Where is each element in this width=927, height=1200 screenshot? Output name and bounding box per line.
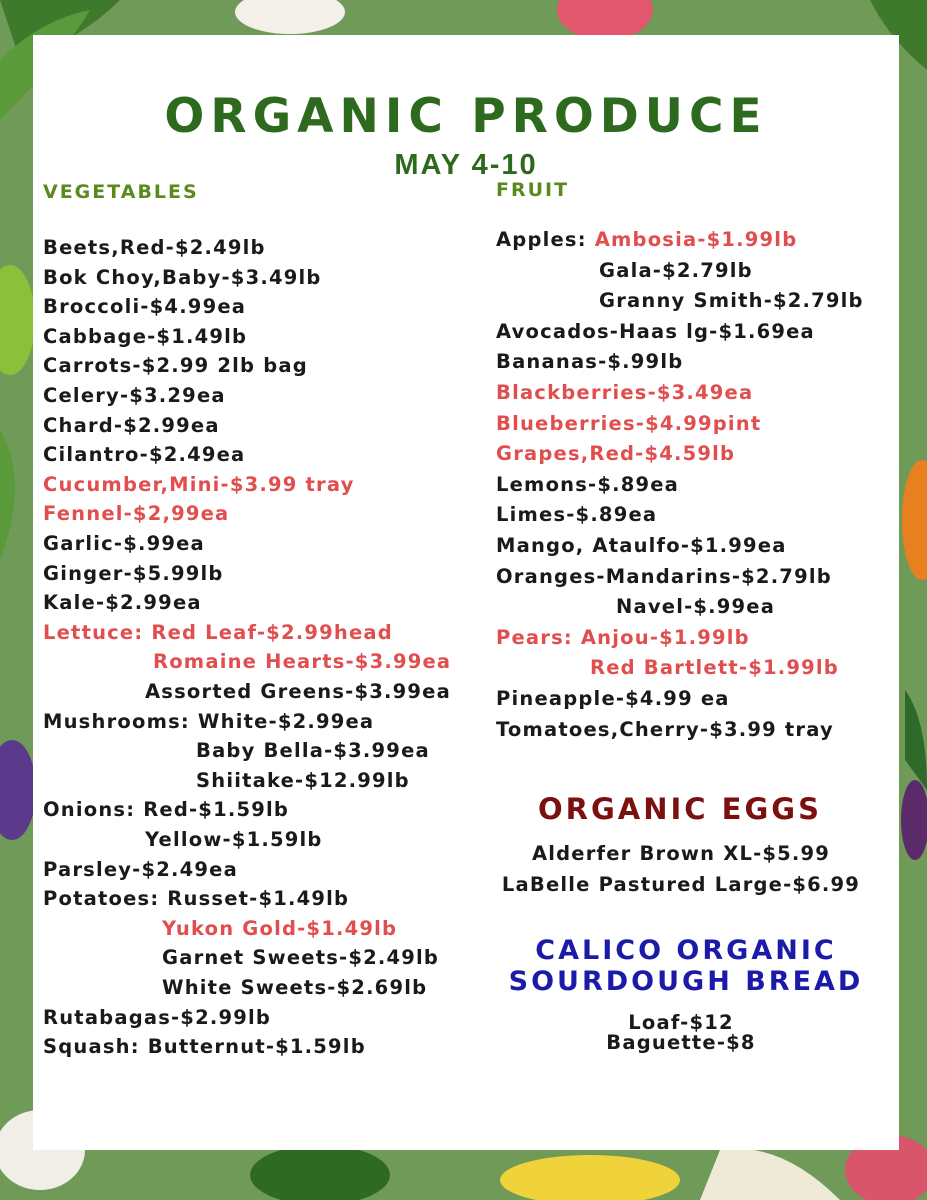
vegetables-item: Garlic-$.99ea: [43, 532, 205, 555]
vegetables-item: Squash: Butternut-$1.59lb: [43, 1035, 366, 1059]
vegetables-item: Shiitake-$12.99lb: [196, 768, 410, 792]
fruit-item: Mango, Ataulfo-$1.99ea: [496, 534, 787, 557]
vegetables-item: Fennel-$2,99ea: [43, 502, 230, 526]
vegetables-item: Mushrooms: White-$2.99ea: [43, 709, 375, 733]
vegetables-item: Potatoes: Russet-$1.49lb: [43, 887, 350, 911]
vegetables-item: White Sweets-$2.69lb: [162, 976, 428, 999]
fruit-item: Navel-$.99ea: [616, 595, 776, 619]
vegetables-item: Cabbage-$1.49lb: [43, 324, 248, 348]
fruit-heading: FRUIT: [496, 179, 570, 201]
vegetables-item: Assorted Greens-$3.99ea: [145, 680, 451, 703]
vegetables-item: Onions: Red-$1.59lb: [43, 798, 290, 822]
vegetables-item: Ginger-$5.99lb: [43, 561, 224, 585]
fruit-item: Lemons-$.89ea: [496, 472, 680, 496]
bread-item: Loaf-$12: [628, 1011, 734, 1034]
vegetables-item: Broccoli-$4.99ea: [43, 295, 247, 319]
fruit-item: Limes-$.89ea: [496, 503, 658, 527]
vegetables-item: Carrots-$2.99 2lb bag: [43, 354, 308, 378]
vegetables-item: Lettuce: Red Leaf-$2.99head: [43, 620, 393, 644]
fruit-item: Gala-$2.79lb: [599, 258, 753, 282]
vegetables-item: Cilantro-$2.49ea: [43, 443, 246, 467]
fruit-item: [496, 227, 797, 253]
vegetables-item: Garnet Sweets-$2.49lb: [162, 946, 440, 970]
vegetables-item: Parsley-$2.49ea: [43, 857, 238, 881]
fruit-item: Pineapple-$4.99 ea: [496, 687, 730, 710]
vegetables-item: Cucumber,Mini-$3.99 tray: [43, 472, 355, 496]
vegetables-heading: VEGETABLES: [43, 181, 199, 203]
fruit-item: Red Bartlett-$1.99lb: [590, 656, 839, 680]
eggs-heading: ORGANIC EGGS: [538, 792, 822, 826]
vegetables-item: Romaine Hearts-$3.99ea: [153, 650, 452, 674]
item-part: Ambosia-$1.99lb: [594, 228, 798, 251]
vegetables-item: Yukon Gold-$1.49lb: [162, 916, 398, 940]
vegetables-item: Rutabagas-$2.99lb: [43, 1005, 272, 1029]
fruit-item: Bananas-$.99lb: [496, 350, 684, 374]
eggs-item: LaBelle Pastured Large-$6.99: [501, 873, 861, 896]
vegetables-item: Bok Choy,Baby-$3.49lb: [43, 265, 322, 289]
fruit-item: Tomatoes,Cherry-$3.99 tray: [496, 717, 834, 741]
item-part: Apples:: [496, 228, 595, 251]
vegetables-item: Kale-$2.99ea: [43, 591, 202, 615]
vegetables-item: Baby Bella-$3.99ea: [196, 739, 430, 763]
page-title: ORGANIC PRODUCE: [164, 89, 768, 144]
fruit-item: Granny Smith-$2.79lb: [599, 289, 864, 313]
vegetables-item: Beets,Red-$2.49lb: [43, 236, 266, 259]
bread-heading-line1: CALICO ORGANIC: [535, 935, 837, 966]
vegetables-item: Yellow-$1.59lb: [145, 828, 323, 851]
fruit-item: Avocados-Haas lg-$1.69ea: [496, 319, 815, 343]
flyer-card: [33, 35, 899, 1150]
fruit-item: Oranges-Mandarins-$2.79lb: [496, 564, 832, 588]
bread-item: Baguette-$8: [606, 1031, 756, 1054]
eggs-item: Alderfer Brown XL-$5.99: [531, 842, 831, 865]
date-range: MAY 4-10: [394, 149, 538, 181]
fruit-item: Pears: Anjou-$1.99lb: [496, 625, 750, 649]
fruit-item: Blueberries-$4.99pint: [496, 411, 762, 435]
vegetables-item: Celery-$3.29ea: [43, 384, 226, 407]
vegetables-item: Chard-$2.99ea: [43, 413, 220, 437]
fruit-item: Blackberries-$3.49ea: [496, 381, 754, 404]
fruit-item: Grapes,Red-$4.59lb: [496, 442, 736, 466]
bread-heading-line2: SOURDOUGH BREAD: [508, 966, 864, 997]
